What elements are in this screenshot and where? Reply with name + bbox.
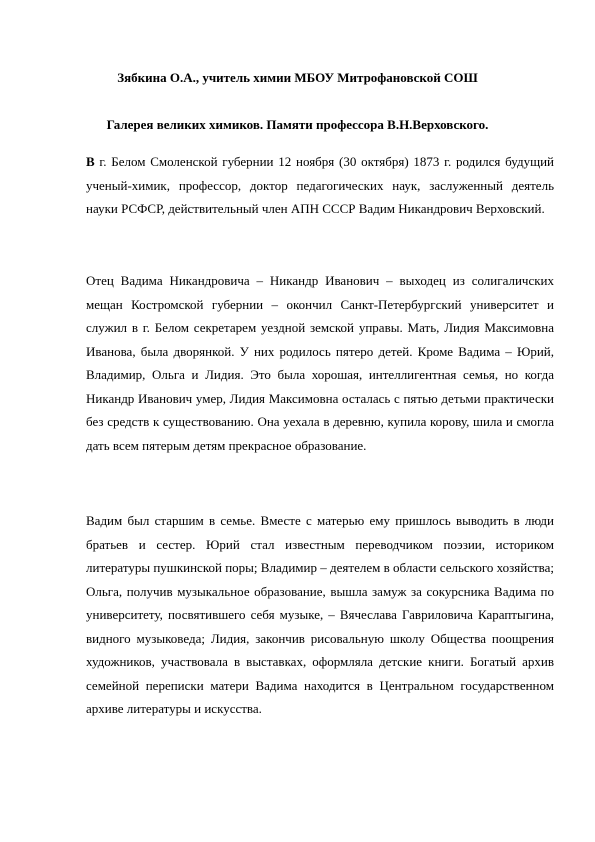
paragraph-1 — [86, 150, 554, 221]
document-title: Галерея великих химиков. Памяти профессора В.Н.Верховского. — [106, 117, 489, 132]
paragraph-3-text: Вадим был старшим в семье. Вместе с матерью ему пришлось выводить в люди братьев и сестер. Юрий стал известным переводчиком поэзии, историком литературы пушкинской поры; Владимир – деятелем в области сельского хозяйства; Ольга, получив музыкальное образование, вышла замуж за сокурсника Вадима по университету, посвятившего себя музыке, – Вячеслава Гавриловича Караптыгина, видного музыковеда; Лидия, закончив рисовальную школу Общества поощрения художников, участвовала в выставках, оформляла детские книги. Богатый архив семейной переписки матери Вадима находится в Центральном государственном архиве литературы и искусства. — [86, 513, 554, 716]
paragraph-2-text: Отец Вадима Никандровича – Никандр Иванович – выходец из солигаличских мещан Костромской губернии – окончил Санкт-Петербургский университет и служил в г. Белом секретарем уездной земской управы. Мать, Лидия Максимовна Иванова, была дворянкой. У них родилось пятеро детей. Кроме Вадима – Юрий, Владимир, Ольга и Лидия. Это была хорошая, интеллигентная семья, но когда Никандр Иванович умер, Лидия Максимовна осталась с пятью детьми практически без средств к существованию. Она уехала в деревню, купила корову, шила и смогла дать всем пятерым детям прекрасное образование. — [86, 273, 554, 453]
author-line: Зябкина О.А., учитель химии МБОУ Митрофановской СОШ — [117, 70, 478, 85]
paragraph-3 — [86, 509, 554, 721]
paragraph-2 — [86, 269, 554, 457]
paragraph-1-lead: В — [86, 154, 95, 169]
paragraph-1-text: г. Белом Смоленской губернии 12 ноября (30 октября) 1873 г. родился будущий ученый-химик, профессор, доктор педагогических наук, заслуженный деятель науки РСФСР, действительный член АПН СССР Вадим Никандрович Верховский. — [86, 154, 554, 216]
